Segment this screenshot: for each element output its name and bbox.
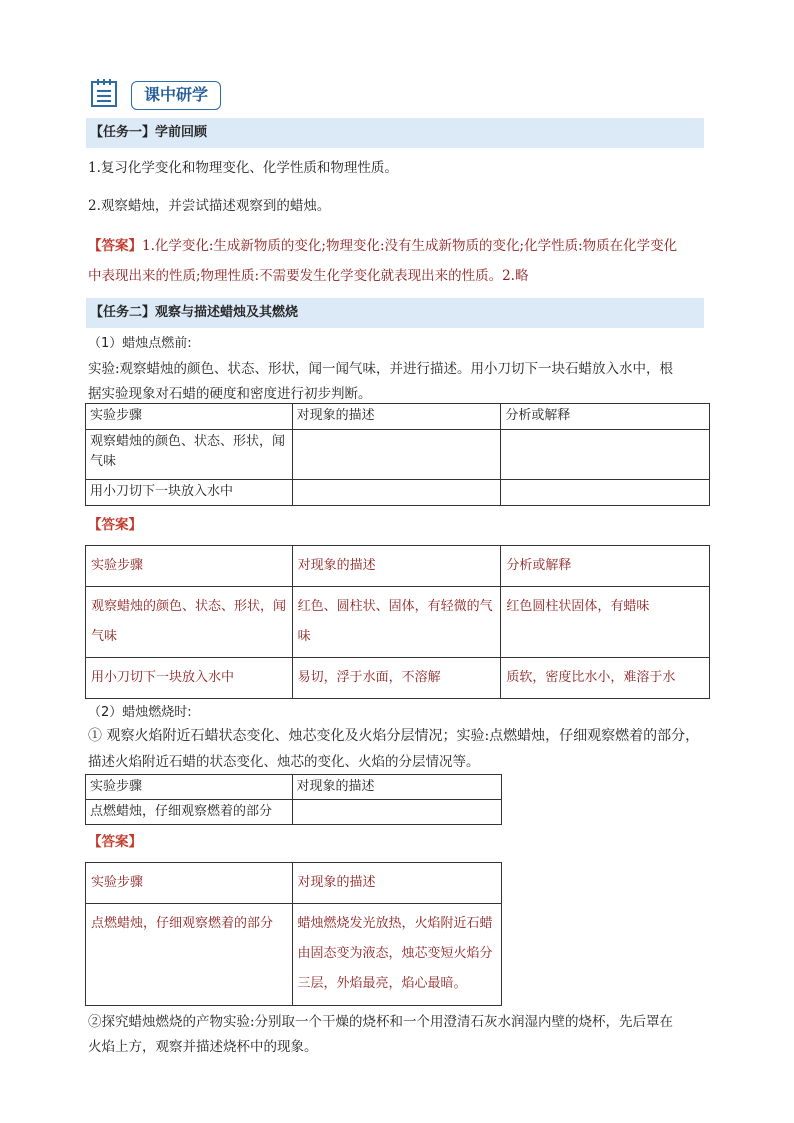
table-cell: 蜡烛燃烧发光放热，火焰附近石蜡由固态变为液态，烛芯变短火焰分三层，外焰最亮，焰心最暗。 — [292, 904, 502, 1006]
part1-heading: （1）蜡烛点燃前: — [88, 336, 192, 351]
burning-table-blank — [85, 774, 502, 825]
burning-table-answer — [85, 862, 502, 1006]
task1-answer-line-1 — [88, 234, 677, 254]
observation-table-answer — [85, 545, 710, 699]
task1-question-1: 1.复习化学变化和物理变化、化学性质和物理性质。 — [88, 160, 398, 176]
table-cell: 点燃蜡烛，仔细观察燃着的部分 — [86, 800, 293, 825]
table-cell: 观察蜡烛的颜色、状态、形状，闻气味 — [86, 587, 293, 658]
table-cell[interactable] — [292, 800, 501, 825]
table-cell: 用小刀切下一块放入水中 — [86, 658, 293, 699]
table-cell[interactable] — [292, 480, 501, 506]
part2-item1-line-1: ① 观察火焰附近石蜡状态变化、烛芯变化及火焰分层情况；实验:点燃蜡烛，仔细观察燃着的部分， — [88, 728, 700, 744]
observation-table-blank — [85, 403, 710, 506]
answer-label: 【答案】 — [88, 517, 142, 533]
table-header: 实验步骤 — [86, 546, 293, 587]
answer-label: 【答案】 — [88, 238, 142, 254]
table-cell: 观察蜡烛的颜色、状态、形状，闻气味 — [86, 430, 293, 480]
table-cell: 点燃蜡烛，仔细观察燃着的部分 — [86, 904, 293, 1006]
notepad-icon — [90, 78, 118, 108]
answer-text: 1.化学变化:生成新物质的变化;物理变化:没有生成新物质的变化;化学性质:物质在化学变化 — [142, 238, 678, 254]
part2-item1-line-2: 描述火焰附近石蜡的状态变化、烛芯的变化、火焰的分层情况等。 — [88, 754, 480, 770]
part2-item2-line-2: 火焰上方，观察并描述烧杯中的现象。 — [88, 1039, 318, 1055]
part2-heading: （2）蜡烛燃烧时: — [88, 705, 192, 720]
table-cell[interactable] — [501, 480, 710, 506]
table-header: 对现象的描述 — [292, 863, 502, 904]
task1-title: 【任务一】学前回顾 — [86, 118, 704, 148]
task2-title: 【任务二】观察与描述蜡烛及其燃烧 — [86, 298, 704, 328]
section-tag: 课中研学 — [131, 81, 221, 110]
table-header: 实验步骤 — [86, 863, 293, 904]
answer-label: 【答案】 — [88, 834, 142, 850]
table-header: 分析或解释 — [501, 546, 710, 587]
table-cell[interactable] — [292, 430, 501, 480]
table-header: 实验步骤 — [86, 404, 293, 430]
task1-question-2: 2.观察蜡烛，并尝试描述观察到的蜡烛。 — [88, 198, 331, 214]
part1-text-line-1: 实验:观察蜡烛的颜色、状态、形状，闻一闻气味，并进行描述。用小刀切下一块石蜡放入水中，根 — [88, 361, 674, 377]
table-header: 对现象的描述 — [292, 546, 501, 587]
task1-answer-line-2: 中表现出来的性质;物理性质:不需要发生化学变化就表现出来的性质。2.略 — [88, 268, 529, 284]
part2-item2-line-1: ②探究蜡烛燃烧的产物实验:分别取一个干燥的烧杯和一个用澄清石灰水润湿内壁的烧杯，先后罩在 — [88, 1014, 674, 1030]
table-cell: 易切，浮于水面，不溶解 — [292, 658, 501, 699]
table-header: 分析或解释 — [501, 404, 710, 430]
table-header: 对现象的描述 — [292, 404, 501, 430]
table-header: 对现象的描述 — [292, 775, 501, 800]
table-cell: 用小刀切下一块放入水中 — [86, 480, 293, 506]
table-cell: 红色、圆柱状、固体，有轻微的气味 — [292, 587, 501, 658]
table-cell[interactable] — [501, 430, 710, 480]
part1-text-line-2: 据实验现象对石蜡的硬度和密度进行初步判断。 — [88, 386, 372, 402]
table-cell: 红色圆柱状固体，有蜡味 — [501, 587, 710, 658]
table-cell: 质软，密度比水小，难溶于水 — [501, 658, 710, 699]
table-header: 实验步骤 — [86, 775, 293, 800]
